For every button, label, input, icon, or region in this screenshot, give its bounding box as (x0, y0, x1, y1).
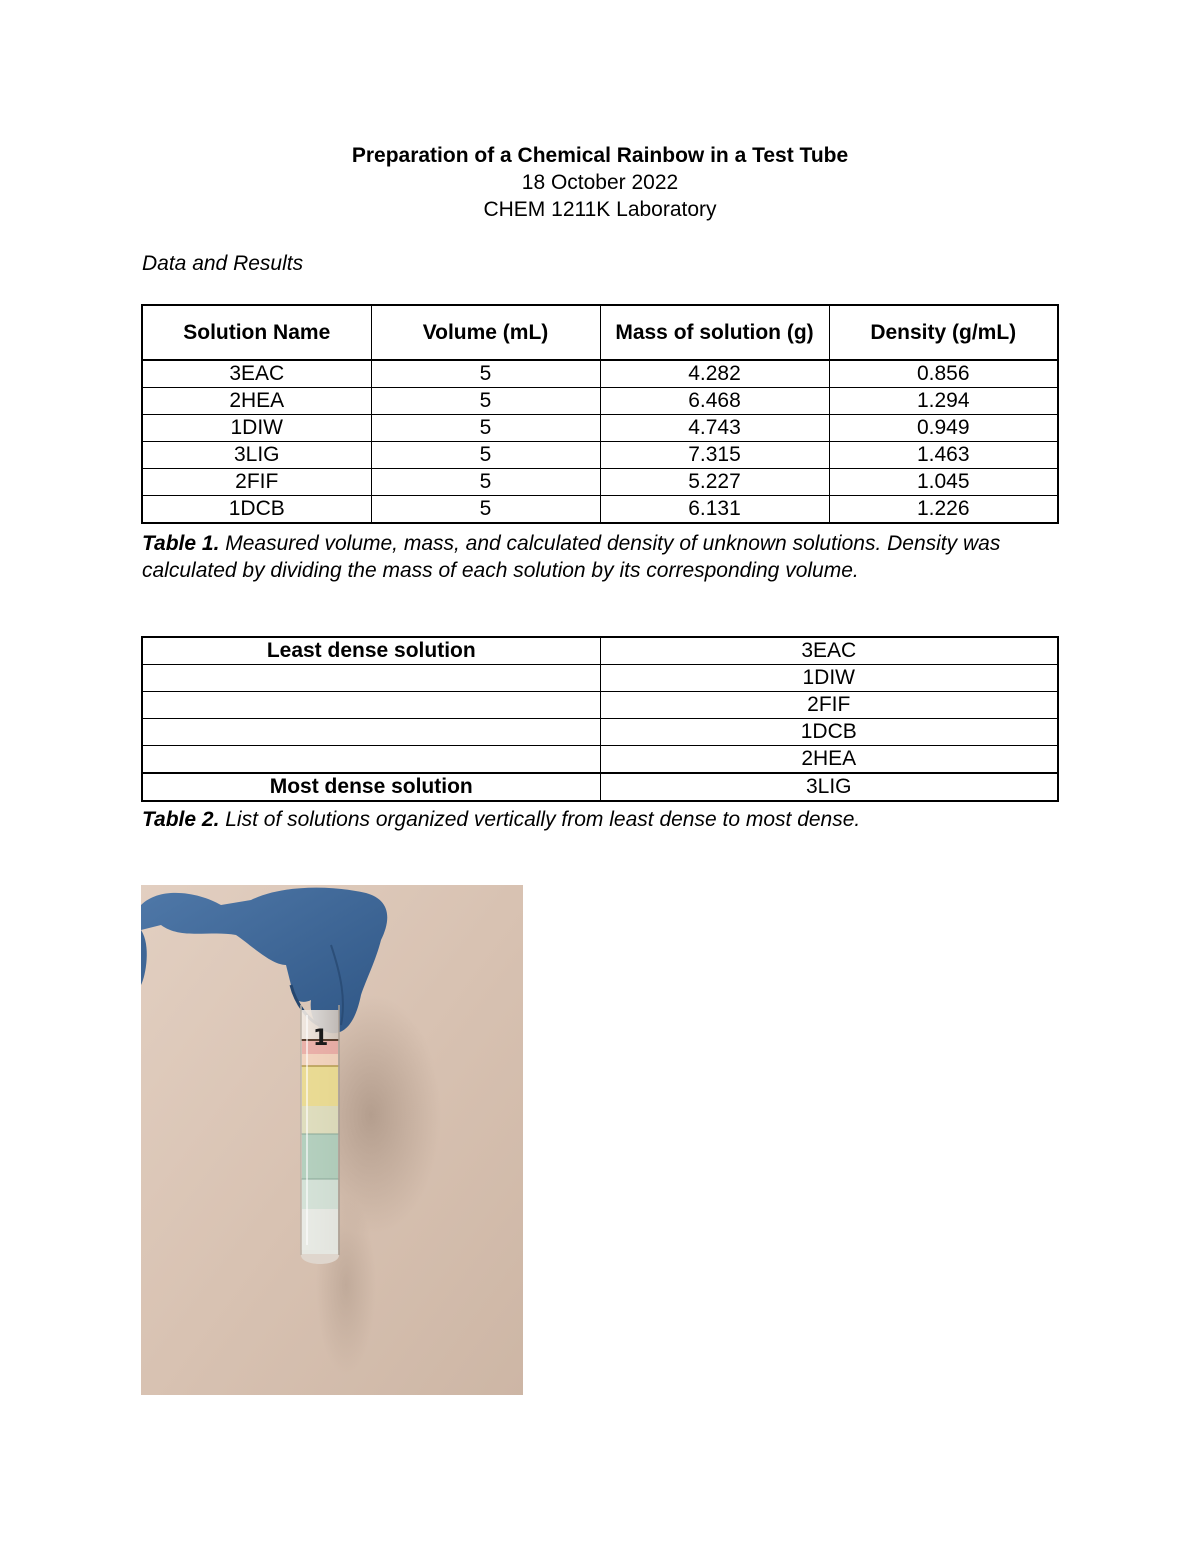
caption-text: List of solutions organized vertically from least dense to most dense. (219, 808, 861, 831)
column-header: Solution Name (142, 305, 371, 360)
table-cell: 5.227 (600, 469, 829, 496)
column-header: Mass of solution (g) (600, 305, 829, 360)
table-row (142, 442, 1058, 469)
document-header (0, 142, 1200, 223)
density-table (141, 304, 1059, 524)
table-row (142, 360, 1058, 388)
table-cell: 4.743 (600, 415, 829, 442)
table2-caption (142, 806, 1062, 833)
table-cell: 5 (371, 442, 600, 469)
table-row (142, 637, 1058, 665)
table-cell: 3EAC (142, 360, 371, 388)
test-tube-photo (141, 885, 523, 1395)
table-cell (142, 719, 600, 746)
table-cell: 1DCB (600, 719, 1058, 746)
table-cell: 1DIW (600, 665, 1058, 692)
table-cell: 5 (371, 388, 600, 415)
table-cell: 6.131 (600, 496, 829, 524)
table-cell: 0.856 (829, 360, 1058, 388)
course-name: CHEM 1211K Laboratory (483, 198, 717, 221)
table-cell: 2FIF (600, 692, 1058, 719)
table-row (142, 469, 1058, 496)
table-cell: Least dense solution (142, 637, 600, 665)
table-row (142, 746, 1058, 774)
table-cell: 1DCB (142, 496, 371, 524)
table-cell: 7.315 (600, 442, 829, 469)
test-tube-illustration (141, 885, 523, 1395)
caption-label: Table 1. (142, 532, 220, 555)
section-label: Data and Results (142, 252, 304, 275)
table-cell (142, 665, 600, 692)
table-cell: 5 (371, 415, 600, 442)
table-cell: 3LIG (142, 442, 371, 469)
table-cell: 4.282 (600, 360, 829, 388)
density-order-table (141, 636, 1059, 802)
document-title: Preparation of a Chemical Rainbow in a Test Tube (351, 144, 849, 167)
table-header-row (142, 305, 1058, 360)
table-cell: 2HEA (142, 388, 371, 415)
column-header: Volume (mL) (371, 305, 600, 360)
table-cell: 2HEA (600, 746, 1058, 774)
table-cell: 1.463 (829, 442, 1058, 469)
caption-text: Measured volume, mass, and calculated density of unknown solutions. Density was calculated by dividing the mass of each solution by its corresponding volume. (142, 532, 1001, 582)
document-date: 18 October 2022 (521, 171, 679, 194)
tube-label: 1 (313, 1026, 329, 1051)
table-cell: 5 (371, 360, 600, 388)
table-cell: 1DIW (142, 415, 371, 442)
table-row (142, 415, 1058, 442)
table1-caption (142, 530, 1062, 584)
table-cell: 1.294 (829, 388, 1058, 415)
table-row (142, 719, 1058, 746)
table-cell: 3EAC (600, 637, 1058, 665)
table-row (142, 692, 1058, 719)
table-cell: 3LIG (600, 773, 1058, 801)
caption-label: Table 2. (142, 808, 220, 831)
table-row (142, 665, 1058, 692)
table-cell (142, 692, 600, 719)
table-cell: 5 (371, 469, 600, 496)
table-cell: Most dense solution (142, 773, 600, 801)
table-cell: 5 (371, 496, 600, 524)
table-cell: 1.226 (829, 496, 1058, 524)
table-cell (142, 746, 600, 774)
table-cell: 1.045 (829, 469, 1058, 496)
table-row (142, 773, 1058, 801)
table-cell: 0.949 (829, 415, 1058, 442)
table-cell: 6.468 (600, 388, 829, 415)
table-cell: 2FIF (142, 469, 371, 496)
table-row (142, 496, 1058, 524)
column-header: Density (g/mL) (829, 305, 1058, 360)
table-row (142, 388, 1058, 415)
